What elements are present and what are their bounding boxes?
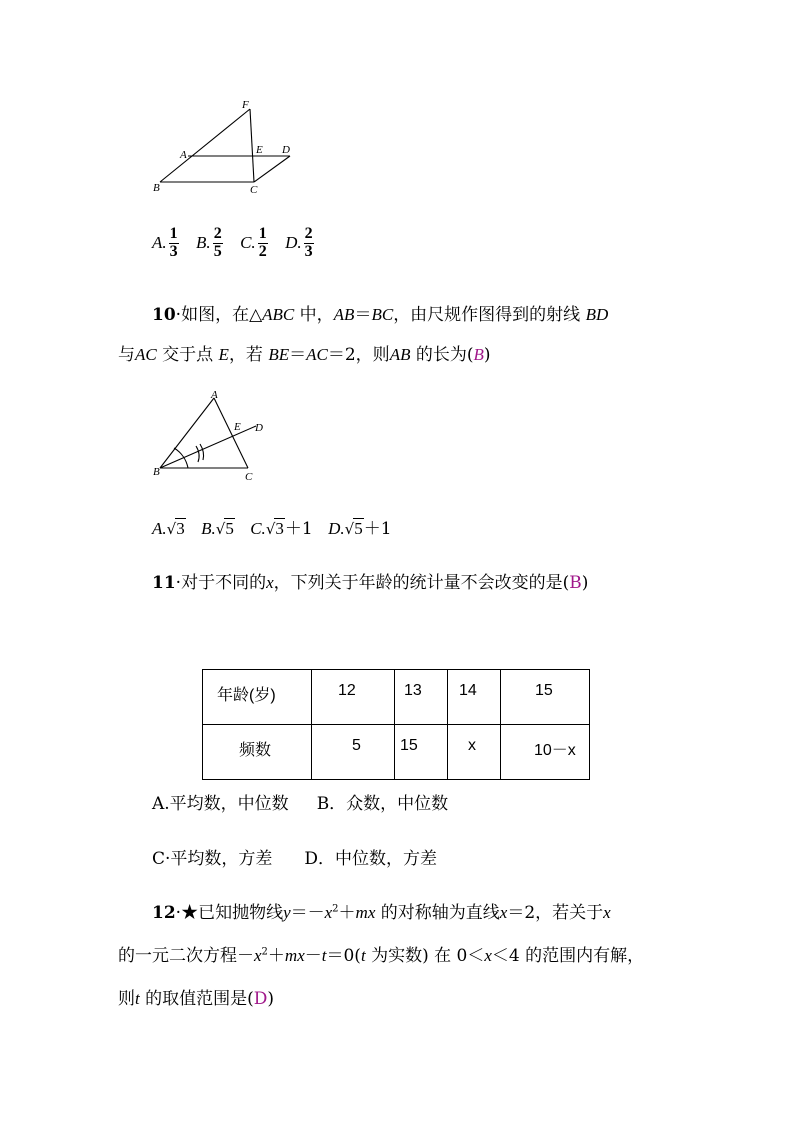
q10-option-d[interactable]: D.√5＋1 [328,519,392,539]
q11-option-b[interactable]: B．众数，中位数 [316,794,449,814]
q11-option-d[interactable]: D．中位数，方差 [304,849,438,869]
tri-label-d: D [255,422,263,434]
q11-answer: B [569,573,582,593]
q9-option-b[interactable]: B. $\frac{2}{5}$ [196,225,222,260]
q11-line1: 11·对于不同的x，下列关于年龄的统计量不会改变的是(B) [152,573,589,593]
label-b: B [153,182,160,194]
tri-label-e: E [234,421,241,433]
q10-option-a[interactable]: A.√3 [152,519,185,538]
triangle-figure [148,386,278,486]
q11-option-c[interactable]: C·平均数，方差 [152,849,273,869]
q9-options [152,226,326,261]
label-d: D [282,144,290,156]
q10-number: 10 [152,305,176,325]
q10-option-c[interactable]: C.√3＋1 [250,519,313,539]
q10-option-b[interactable]: B.√5 [201,519,234,538]
q9-option-d[interactable]: D. $\frac{2}{3}$ [285,225,313,260]
q9-option-c[interactable]: C. $\frac{1}{2}$ [240,225,267,260]
table-row: 频数 5 15 x 10－x [203,725,590,780]
tri-label-b: B [153,466,160,478]
q11-option-a[interactable]: A.平均数，中位数 [152,794,289,814]
q11-options-row2 [152,844,437,869]
q11-number: 11 [152,573,176,593]
label-c: C [250,184,258,196]
tri-label-a: A [211,389,218,401]
q10-line2: 与AC 交于点 E，若 BE＝AC＝2，则AB 的长为(B) [118,345,491,365]
tri-label-c: C [245,471,253,483]
q10-options [152,514,402,539]
q9-option-a[interactable]: A. $\frac{1}{3}$ [152,225,178,260]
q12-answer: D [253,989,268,1009]
q12-line2: 的一元二次方程$-x^2+mx-t=0(t$ 为实数) 在 0＜x＜4 的范围内有解， [118,946,645,966]
frequency-table [202,669,590,780]
q12-number: 12 [152,903,176,923]
table-row: 年龄(岁) 12 13 14 15 [203,670,590,725]
q10-answer: B [473,345,484,364]
q12-line3: 则t 的取值范围是(D) [118,989,275,1009]
q12-line1: 12·★已知抛物线$y=-x^2+mx$ 的对称轴为直线x＝2，若关于x [152,903,611,923]
q10-line1: 10·如图，在△ABC 中，AB＝BC，由尺规作图得到的射线 BD [152,305,609,325]
label-f: F [242,99,249,111]
parallelogram-figure [148,96,308,196]
label-a: A [180,149,187,161]
label-e: E [256,144,263,156]
q11-options-row1 [152,789,448,814]
